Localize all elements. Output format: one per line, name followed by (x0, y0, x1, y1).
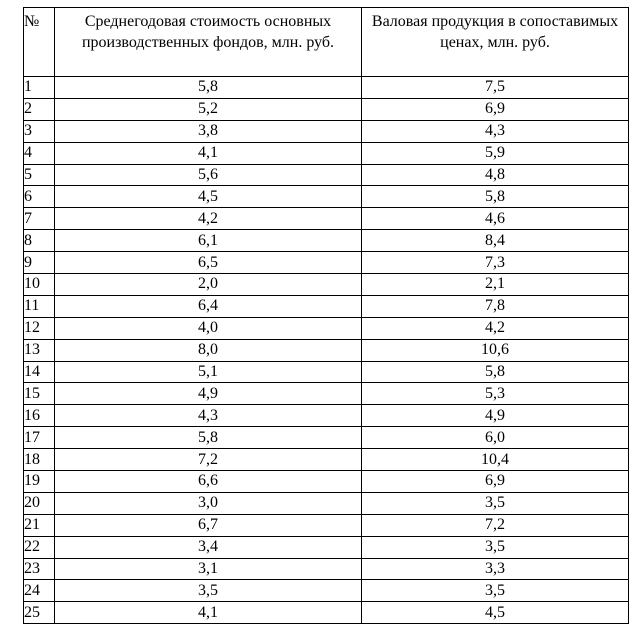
row-number: 21 (24, 514, 55, 536)
table-row (24, 361, 629, 383)
row-number: 4 (24, 142, 55, 164)
fixed-assets-value: 5,6 (55, 164, 362, 186)
row-number: 16 (24, 405, 55, 427)
gross-output: 8,4 (362, 230, 629, 252)
table-body (24, 77, 629, 624)
row-number: 12 (24, 317, 55, 339)
table-row (24, 536, 629, 558)
gross-output: 3,5 (362, 536, 629, 558)
gross-output: 7,3 (362, 252, 629, 274)
fixed-assets-value: 5,8 (55, 427, 362, 449)
row-number: 2 (24, 98, 55, 120)
fixed-assets-value: 3,0 (55, 492, 362, 514)
row-number: 14 (24, 361, 55, 383)
gross-output: 2,1 (362, 274, 629, 296)
fixed-assets-value: 7,2 (55, 449, 362, 471)
row-number: 15 (24, 383, 55, 405)
gross-output: 3,5 (362, 580, 629, 602)
table-row (24, 208, 629, 230)
gross-output: 6,0 (362, 427, 629, 449)
row-number: 20 (24, 492, 55, 514)
table-row (24, 492, 629, 514)
gross-output: 6,9 (362, 471, 629, 493)
fixed-assets-value: 4,3 (55, 405, 362, 427)
table-row (24, 164, 629, 186)
gross-output: 3,5 (362, 492, 629, 514)
fixed-assets-value: 6,1 (55, 230, 362, 252)
gross-output: 3,3 (362, 558, 629, 580)
row-number: 7 (24, 208, 55, 230)
fixed-assets-value: 3,1 (55, 558, 362, 580)
table-row (24, 339, 629, 361)
table-row (24, 77, 629, 99)
table-row (24, 405, 629, 427)
fixed-assets-value: 4,5 (55, 186, 362, 208)
table-row (24, 580, 629, 602)
gross-output: 4,3 (362, 120, 629, 142)
table-row (24, 98, 629, 120)
fixed-assets-value: 4,1 (55, 602, 362, 624)
row-number: 24 (24, 580, 55, 602)
fixed-assets-value: 6,4 (55, 295, 362, 317)
gross-output: 4,2 (362, 317, 629, 339)
row-number: 11 (24, 295, 55, 317)
fixed-assets-value: 2,0 (55, 274, 362, 296)
gross-output: 6,9 (362, 98, 629, 120)
fixed-assets-value: 5,8 (55, 77, 362, 99)
gross-output: 5,8 (362, 186, 629, 208)
gross-output: 4,9 (362, 405, 629, 427)
fixed-assets-value: 4,9 (55, 383, 362, 405)
fixed-assets-value: 3,8 (55, 120, 362, 142)
table-row (24, 449, 629, 471)
table-row (24, 602, 629, 624)
table-row (24, 558, 629, 580)
gross-output: 4,5 (362, 602, 629, 624)
fixed-assets-value: 3,5 (55, 580, 362, 602)
table-row (24, 230, 629, 252)
table-row (24, 295, 629, 317)
header-number: № (24, 8, 55, 77)
fixed-assets-value: 8,0 (55, 339, 362, 361)
row-number: 13 (24, 339, 55, 361)
gross-output: 5,9 (362, 142, 629, 164)
gross-output: 7,5 (362, 77, 629, 99)
gross-output: 10,4 (362, 449, 629, 471)
fixed-assets-value: 5,2 (55, 98, 362, 120)
table-row (24, 274, 629, 296)
table-row (24, 471, 629, 493)
row-number: 17 (24, 427, 55, 449)
row-number: 23 (24, 558, 55, 580)
row-number: 3 (24, 120, 55, 142)
row-number: 18 (24, 449, 55, 471)
fixed-assets-value: 6,5 (55, 252, 362, 274)
table-row (24, 383, 629, 405)
row-number: 1 (24, 77, 55, 99)
header-fixed-assets-value: Среднегодовая стоимость основных производственных фондов, млн. руб. (55, 8, 362, 77)
table-row (24, 142, 629, 164)
fixed-assets-value: 4,1 (55, 142, 362, 164)
table-row (24, 252, 629, 274)
row-number: 8 (24, 230, 55, 252)
row-number: 10 (24, 274, 55, 296)
header-row (24, 8, 629, 77)
gross-output: 4,6 (362, 208, 629, 230)
gross-output: 5,8 (362, 361, 629, 383)
data-table (23, 7, 629, 624)
header-gross-output: Валовая продукция в сопоставимых ценах, млн. руб. (362, 8, 629, 77)
fixed-assets-value: 4,2 (55, 208, 362, 230)
fixed-assets-value: 6,7 (55, 514, 362, 536)
row-number: 6 (24, 186, 55, 208)
row-number: 25 (24, 602, 55, 624)
gross-output: 7,8 (362, 295, 629, 317)
row-number: 22 (24, 536, 55, 558)
table-row (24, 317, 629, 339)
fixed-assets-value: 4,0 (55, 317, 362, 339)
fixed-assets-value: 5,1 (55, 361, 362, 383)
gross-output: 7,2 (362, 514, 629, 536)
gross-output: 5,3 (362, 383, 629, 405)
row-number: 9 (24, 252, 55, 274)
fixed-assets-value: 3,4 (55, 536, 362, 558)
table-row (24, 186, 629, 208)
row-number: 19 (24, 471, 55, 493)
row-number: 5 (24, 164, 55, 186)
fixed-assets-value: 6,6 (55, 471, 362, 493)
table-row (24, 514, 629, 536)
table-row (24, 120, 629, 142)
gross-output: 4,8 (362, 164, 629, 186)
gross-output: 10,6 (362, 339, 629, 361)
table-row (24, 427, 629, 449)
